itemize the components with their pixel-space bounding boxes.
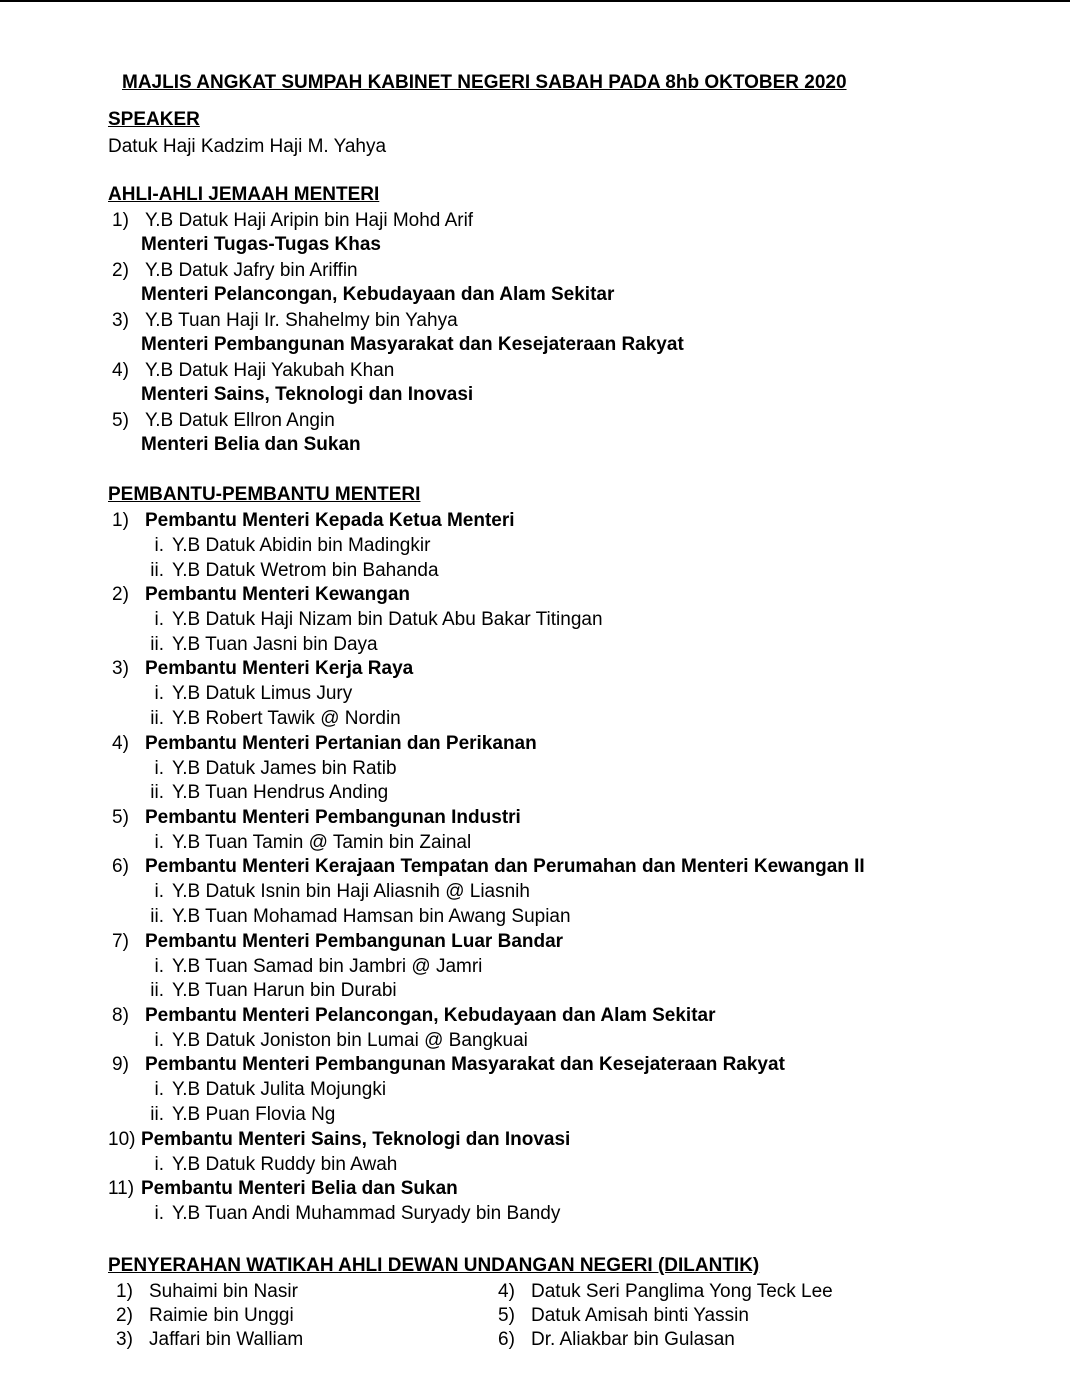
list-number: 3) (112, 658, 129, 680)
speaker-heading: SPEAKER (108, 109, 200, 130)
assistant-role: Pembantu Menteri Kerajaan Tempatan dan Perumahan dan Menteri Kewangan II (145, 856, 865, 878)
roman-number: ii. (150, 1104, 164, 1125)
assistant-name: Y.B Datuk Wetrom bin Bahanda (172, 559, 439, 581)
assistant-item (112, 657, 413, 681)
list-number: 1) (112, 510, 129, 531)
assistant-name: Y.B Datuk Abidin bin Madingkir (172, 535, 431, 556)
minister-item (112, 409, 335, 433)
assistant-name-item (140, 534, 430, 558)
list-number: 5) (498, 1305, 515, 1326)
appointed-heading: PENYERAHAN WATIKAH AHLI DEWAN UNDANGAN NEGERI (DILANTIK) (108, 1255, 760, 1276)
list-number: 1) (112, 210, 129, 231)
assistant-name: Y.B Tuan Mohamad Hamsan bin Awang Supian (172, 906, 571, 927)
assistant-name: Y.B Tuan Samad bin Jambri @ Jamri (172, 955, 483, 977)
assistant-name: Y.B Datuk Haji Nizam bin Datuk Abu Bakar Titingan (172, 609, 603, 631)
document-title: MAJLIS ANGKAT SUMPAH KABINET NEGERI SABAH PADA 8hb OKTOBER 2020 (122, 72, 847, 93)
minister-role: Menteri Pelancongan, Kebudayaan dan Alam Sekitar (141, 284, 615, 305)
top-border (0, 0, 1070, 2)
assistant-role: Pembantu Menteri Sains, Teknologi dan Inovasi (141, 1128, 571, 1150)
roman-number: ii. (150, 633, 164, 655)
roman-number: ii. (150, 980, 164, 1002)
list-number: 6) (112, 856, 129, 878)
assistant-name-item (140, 1202, 560, 1226)
assistant-name: Y.B Datuk Limus Jury (172, 683, 353, 705)
appointed-item (498, 1328, 735, 1352)
assistant-name: Y.B Tuan Andi Muhammad Suryady bin Bandy (172, 1203, 561, 1225)
assistant-name-item (140, 608, 603, 632)
speaker-name: Datuk Haji Kadzim Haji M. Yahya (108, 136, 387, 157)
assistant-name-item (140, 633, 378, 657)
appointed-name: Jaffari bin Walliam (149, 1329, 304, 1350)
assistant-role: Pembantu Menteri Pelancongan, Kebudayaan dan Alam Sekitar (145, 1004, 716, 1026)
assistant-role: Pembantu Menteri Kerja Raya (145, 658, 414, 680)
assistant-role: Pembantu Menteri Kepada Ketua Menteri (145, 510, 515, 531)
assistants-heading: PEMBANTU-PEMBANTU MENTERI (108, 484, 421, 505)
list-number: 2) (116, 1305, 133, 1326)
minister-role: Menteri Pembangunan Masyarakat dan Kesejateraan Rakyat (141, 334, 684, 355)
roman-number: i. (154, 955, 164, 977)
assistant-name-item (140, 955, 482, 979)
appointed-name: Suhaimi bin Nasir (149, 1281, 298, 1302)
roman-number: i. (154, 535, 164, 556)
list-number: 10) (108, 1128, 136, 1150)
list-number: 11) (108, 1178, 135, 1200)
assistant-item (112, 583, 410, 607)
minister-name: Y.B Datuk Ellron Angin (145, 410, 335, 431)
list-number: 5) (112, 806, 129, 828)
list-number: 3) (116, 1329, 133, 1350)
assistant-name-item (140, 905, 571, 929)
assistant-name: Y.B Tuan Tamin @ Tamin bin Zainal (172, 831, 472, 853)
list-number: 2) (112, 584, 129, 606)
assistant-role: Pembantu Menteri Belia dan Sukan (141, 1178, 458, 1200)
assistant-name-item (140, 682, 352, 706)
assistant-name: Y.B Tuan Hendrus Anding (172, 782, 389, 804)
list-number: 1) (116, 1281, 133, 1302)
roman-number: i. (154, 1203, 164, 1225)
roman-number: i. (154, 609, 164, 631)
assistant-role: Pembantu Menteri Kewangan (145, 584, 410, 606)
assistant-item (108, 1177, 458, 1201)
appointed-name: Datuk Seri Panglima Yong Teck Lee (531, 1281, 833, 1302)
minister-name: Y.B Datuk Haji Yakubah Khan (145, 360, 395, 381)
assistant-item (112, 1053, 785, 1077)
minister-item (112, 309, 458, 333)
assistant-name: Y.B Tuan Harun bin Durabi (172, 980, 397, 1002)
assistant-name: Y.B Puan Flovia Ng (172, 1104, 336, 1125)
appointed-name: Dr. Aliakbar bin Gulasan (531, 1329, 735, 1350)
assistant-item (108, 1128, 570, 1152)
minister-name: Y.B Datuk Jafry bin Ariffin (145, 260, 358, 281)
assistant-name: Y.B Datuk Isnin bin Haji Aliasnih @ Liasnih (172, 881, 530, 903)
assistant-name: Y.B Datuk Ruddy bin Awah (172, 1153, 398, 1175)
roman-number: i. (154, 881, 164, 903)
assistant-item (112, 806, 521, 830)
assistant-name: Y.B Robert Tawik @ Nordin (172, 708, 401, 729)
roman-number: ii. (150, 782, 164, 804)
appointed-name: Raimie bin Unggi (149, 1305, 294, 1326)
assistant-name-item (140, 1103, 335, 1127)
roman-number: i. (154, 1079, 164, 1101)
assistant-name-item (140, 1029, 528, 1053)
assistant-name: Y.B Datuk James bin Ratib (172, 757, 397, 779)
roman-number: i. (154, 683, 164, 705)
roman-number: i. (154, 1029, 164, 1051)
assistant-name-item (140, 757, 397, 781)
list-number: 5) (112, 410, 129, 431)
assistant-item (112, 1004, 716, 1028)
minister-role: Menteri Tugas-Tugas Khas (141, 234, 381, 255)
assistant-item (112, 732, 537, 756)
appointed-item (116, 1304, 294, 1328)
assistant-item (112, 930, 563, 954)
appointed-name: Datuk Amisah binti Yassin (531, 1305, 749, 1326)
list-number: 3) (112, 310, 129, 331)
assistant-item (112, 855, 865, 879)
appointed-item (116, 1328, 303, 1352)
roman-number: i. (154, 831, 164, 853)
assistant-name-item (140, 880, 530, 904)
assistant-role: Pembantu Menteri Pembangunan Industri (145, 806, 521, 828)
assistant-role: Pembantu Menteri Pembangunan Masyarakat dan Kesejateraan Rakyat (145, 1054, 785, 1076)
roman-number: ii. (150, 559, 164, 581)
assistant-role: Pembantu Menteri Pembangunan Luar Bandar (145, 930, 564, 952)
roman-number: i. (154, 1153, 164, 1175)
assistant-name: Y.B Datuk Joniston bin Lumai @ Bangkuai (172, 1029, 528, 1051)
list-number: 4) (112, 732, 129, 754)
minister-name: Y.B Tuan Haji Ir. Shahelmy bin Yahya (145, 310, 458, 331)
assistant-name-item (140, 831, 471, 855)
list-number: 7) (112, 930, 129, 952)
assistant-name-item (140, 559, 439, 583)
minister-name: Y.B Datuk Haji Aripin bin Haji Mohd Arif (145, 210, 474, 231)
assistant-item (112, 509, 515, 533)
appointed-item (498, 1280, 833, 1304)
list-number: 9) (112, 1054, 129, 1076)
appointed-item (116, 1280, 298, 1304)
minister-item (112, 359, 394, 383)
assistant-name-item (140, 1153, 397, 1177)
assistant-name: Y.B Tuan Jasni bin Daya (172, 633, 378, 655)
minister-role: Menteri Sains, Teknologi dan Inovasi (141, 384, 474, 405)
roman-number: ii. (150, 708, 164, 729)
roman-number: ii. (150, 906, 164, 927)
minister-item (112, 259, 358, 283)
assistant-name-item (140, 781, 388, 805)
roman-number: i. (154, 757, 164, 779)
ministers-heading: AHLI-AHLI JEMAAH MENTERI (108, 184, 380, 205)
list-number: 6) (498, 1329, 515, 1350)
list-number: 4) (498, 1281, 515, 1302)
assistant-name-item (140, 707, 401, 731)
assistant-name-item (140, 979, 397, 1003)
assistant-name-item (140, 1078, 386, 1102)
assistant-name: Y.B Datuk Julita Mojungki (172, 1079, 387, 1101)
assistant-role: Pembantu Menteri Pertanian dan Perikanan (145, 732, 537, 754)
list-number: 8) (112, 1004, 129, 1026)
list-number: 4) (112, 360, 129, 381)
appointed-item (498, 1304, 749, 1328)
list-number: 2) (112, 260, 129, 281)
minister-item (112, 209, 473, 233)
minister-role: Menteri Belia dan Sukan (141, 434, 361, 455)
